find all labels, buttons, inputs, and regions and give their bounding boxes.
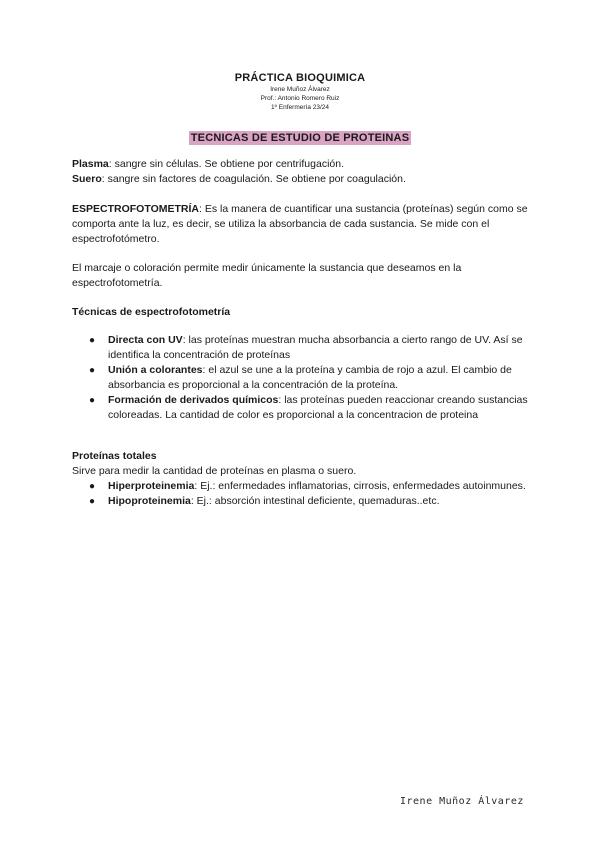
course-label: 1º Enfermería 23/24	[270, 104, 330, 111]
totales-block	[72, 449, 528, 509]
list-item	[72, 363, 528, 393]
item-text: : las proteínas pueden reaccionar creando sustancias coloreadas. La cantidad de color es proporcional a la concentracion de proteina	[108, 394, 528, 421]
section-title	[0, 128, 600, 146]
definition-plasma	[72, 157, 528, 172]
term-espectrofotometria: ESPECTROFOTOMETRÍA	[72, 203, 199, 215]
marcaje-paragraph	[72, 261, 528, 291]
footer-author: Irene Muñoz Álvarez	[400, 796, 524, 807]
item-text: : Ej.: absorción intestinal deficiente, quemaduras..etc.	[190, 495, 440, 507]
item-term: Directa con UV	[108, 334, 183, 346]
term-plasma: Plasma	[72, 158, 109, 170]
bullet-dot-icon: ●	[89, 365, 96, 376]
document-header	[0, 71, 600, 112]
list-item	[72, 333, 528, 363]
item-term: Hipoproteinemia	[108, 495, 191, 507]
bullet-dot-icon: ●	[89, 395, 96, 406]
author-name: Irene Muñoz Álvarez	[270, 86, 330, 93]
list-item	[72, 393, 528, 423]
definition-suero	[72, 172, 528, 187]
definition-text: : sangre sin factores de coagulación. Se obtiene por coagulación.	[101, 173, 406, 185]
list-item	[72, 479, 528, 494]
item-term: Formación de derivados químicos	[108, 394, 279, 406]
document-title: PRÁCTICA BIOQUIMICA	[234, 72, 366, 84]
item-text: : Ej.: enfermedades inflamatorias, cirrosis, enfermedades autoinmunes.	[194, 480, 526, 492]
professor-name: Prof.: Antonio Romero Ruiz	[260, 95, 340, 102]
espectro-paragraph	[72, 202, 528, 247]
tecnicas-list	[72, 333, 528, 423]
espectro-text: : Es la manera de cuantificar una sustancia (proteínas) según como se comporta ante la luz, es decir, se utiliza la absorbancia de cada sustancia. Se mide con el espectrofotómetro.	[72, 203, 528, 245]
tecnicas-heading-text: Técnicas de espectrofotometría	[72, 306, 231, 318]
bullet-dot-icon: ●	[89, 335, 96, 346]
term-suero: Suero	[72, 173, 102, 185]
tecnicas-heading	[72, 305, 528, 320]
item-term: Hiperproteinemia	[108, 480, 195, 492]
bullet-dot-icon: ●	[89, 481, 96, 492]
definition-text: : sangre sin células. Se obtiene por centrifugación.	[108, 158, 345, 170]
marcaje-text: El marcaje o coloración permite medir únicamente la sustancia que deseamos en la espectrofotometría.	[72, 262, 462, 289]
list-item	[72, 494, 528, 509]
totales-intro: Sirve para medir la cantidad de proteínas en plasma o suero.	[72, 465, 357, 477]
bullet-dot-icon: ●	[89, 496, 96, 507]
highlighted-title: TECNICAS DE ESTUDIO DE PROTEINAS	[190, 132, 410, 144]
item-text: : las proteínas muestran mucha absorbancia a cierto rango de UV. Así se identifica la concentración de proteínas	[108, 334, 523, 361]
totales-heading: Proteínas totales	[72, 450, 157, 462]
item-term: Unión a colorantes	[108, 364, 203, 376]
item-text: : el azul se une a la proteína y cambia de rojo a azul. El cambio de absorbancia es proporcional a la concentración de la proteína.	[108, 364, 512, 391]
definitions-block	[72, 157, 528, 187]
